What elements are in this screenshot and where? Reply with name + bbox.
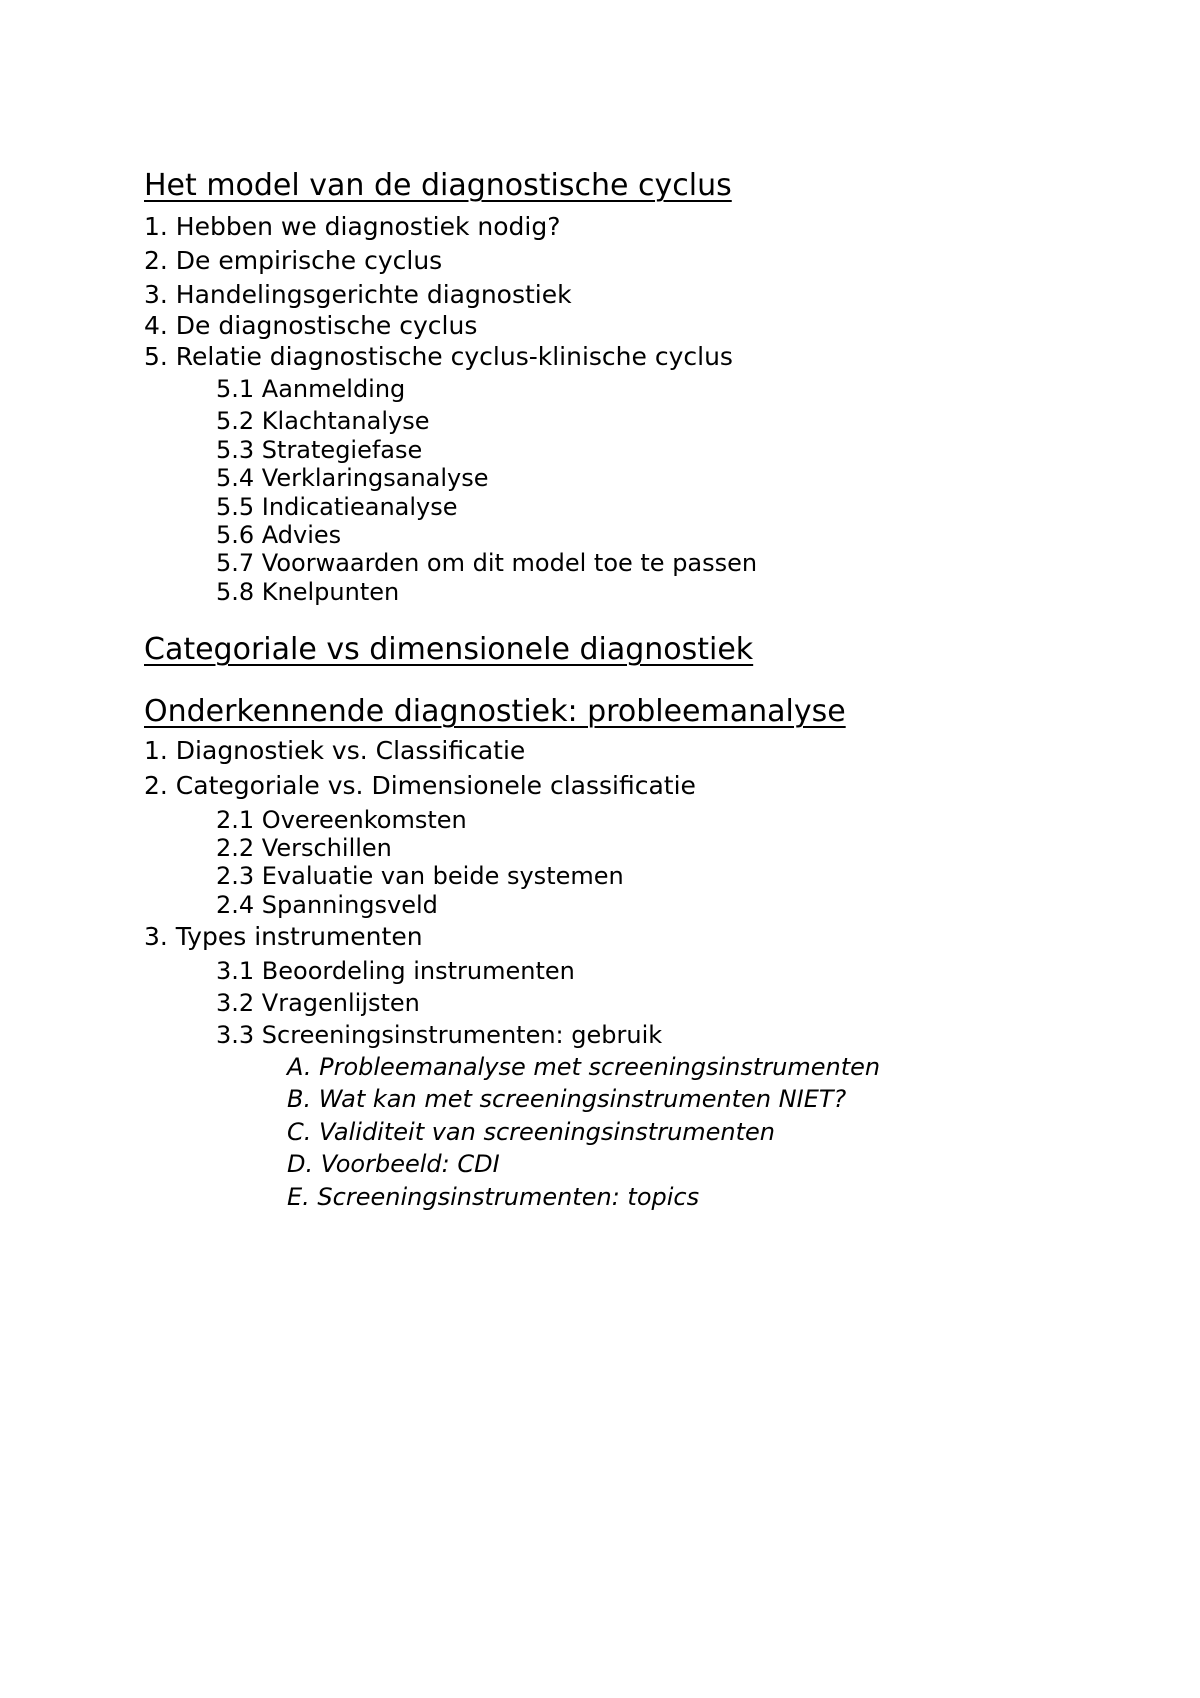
sub-list-item: 5.6 Advies — [216, 521, 342, 549]
list-item: 2. Categoriale vs. Dimensionele classificatie — [144, 771, 696, 800]
section-heading-categoriaal-dimensioneel: Categoriale vs dimensionele diagnostiek — [144, 632, 754, 667]
list-item: 1. Hebben we diagnostiek nodig? — [144, 212, 561, 241]
list-item: 5. Relatie diagnostische cyclus-klinische cyclus — [144, 342, 733, 371]
sub-list-item: 5.3 Strategiefase — [216, 436, 423, 464]
sub-sub-list-item: A. Probleemanalyse met screeningsinstrumenten — [287, 1053, 881, 1081]
sub-list-item: 2.3 Evaluatie van beide systemen — [216, 862, 624, 890]
sub-list-item: 5.2 Klachtanalyse — [216, 407, 430, 435]
list-item: 3. Handelingsgerichte diagnostiek — [144, 280, 572, 309]
sub-list-item: 2.4 Spanningsveld — [216, 891, 438, 919]
list-item: 4. De diagnostische cyclus — [144, 311, 478, 340]
sub-sub-list-item: C. Validiteit van screeningsinstrumenten — [287, 1118, 776, 1146]
sub-list-item: 5.8 Knelpunten — [216, 578, 400, 606]
sub-list-item: 5.5 Indicatieanalyse — [216, 493, 458, 521]
sub-list-item: 2.2 Verschillen — [216, 834, 392, 862]
sub-list-item: 5.7 Voorwaarden om dit model toe te passen — [216, 549, 758, 577]
section-heading-diagnostische-cyclus: Het model van de diagnostische cyclus — [144, 168, 732, 203]
sub-list-item: 5.1 Aanmelding — [216, 375, 406, 403]
sub-list-item: 3.1 Beoordeling instrumenten — [216, 957, 575, 985]
sub-list-item: 5.4 Verklaringsanalyse — [216, 464, 489, 492]
list-item: 2. De empirische cyclus — [144, 246, 443, 275]
sub-list-item: 3.2 Vragenlijsten — [216, 989, 420, 1017]
sub-sub-list-item: B. Wat kan met screeningsinstrumenten NIET? — [287, 1085, 847, 1113]
list-item: 1. Diagnostiek vs. Classificatie — [144, 736, 526, 765]
sub-list-item: 3.3 Screeningsinstrumenten: gebruik — [216, 1021, 663, 1049]
section-heading-probleemanalyse: Onderkennende diagnostiek: probleemanalyse — [144, 694, 846, 729]
sub-list-item: 2.1 Overeenkomsten — [216, 806, 467, 834]
list-item: 3. Types instrumenten — [144, 922, 423, 951]
sub-sub-list-item: E. Screeningsinstrumenten: topics — [287, 1183, 700, 1211]
sub-sub-list-item: D. Voorbeeld: CDI — [287, 1150, 500, 1178]
